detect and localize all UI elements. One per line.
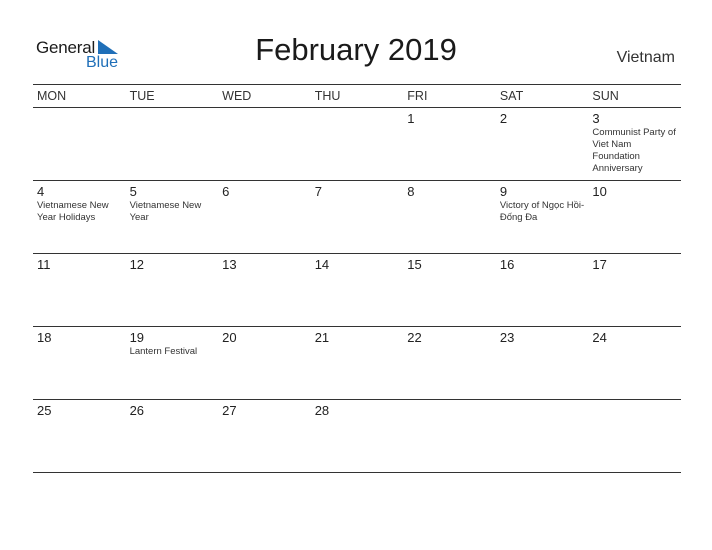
day-number: 7 — [314, 184, 322, 199]
day-cell-7 — [311, 181, 404, 253]
holiday-label: Vietnamese New Year — [129, 200, 202, 223]
day-number: 6 — [222, 184, 230, 199]
weekday-wed: WED — [222, 89, 252, 103]
day-cell-10 — [588, 181, 681, 253]
day-cell-9 — [496, 181, 589, 253]
day-number: 15 — [407, 257, 422, 272]
holiday-label: Vietnamese New Year Holidays — [37, 200, 109, 223]
day-number: 22 — [407, 330, 422, 345]
day-cell-2 — [496, 108, 589, 180]
day-number: 5 — [129, 184, 137, 199]
day-number: 12 — [129, 257, 145, 272]
day-cell-27 — [218, 400, 311, 472]
day-number: 21 — [314, 330, 330, 345]
week-row — [33, 400, 681, 473]
day-number: 8 — [407, 184, 415, 199]
day-cell-5 — [126, 181, 219, 253]
day-number: 26 — [129, 403, 145, 418]
country-label: Vietnam — [616, 49, 675, 66]
day-cell-14 — [311, 254, 404, 326]
week-row — [33, 327, 681, 400]
weekday-sun: SUN — [592, 89, 619, 103]
day-number: 24 — [592, 330, 607, 345]
day-number: 20 — [222, 330, 237, 345]
day-cell-17 — [588, 254, 681, 326]
day-number: 3 — [592, 111, 600, 126]
day-cell-15 — [403, 254, 496, 326]
day-number: 28 — [314, 403, 330, 418]
empty-day-cell — [403, 400, 496, 472]
day-number: 18 — [37, 330, 52, 345]
day-cell-20 — [218, 327, 311, 399]
day-number: 10 — [592, 184, 607, 199]
empty-day-cell — [218, 108, 311, 180]
day-cell-1 — [403, 108, 496, 180]
day-cell-25 — [33, 400, 126, 472]
day-cell-8 — [403, 181, 496, 253]
day-cell-4 — [33, 181, 126, 253]
weekday-fri: FRI — [407, 89, 428, 103]
day-cell-6 — [218, 181, 311, 253]
day-cell-24 — [588, 327, 681, 399]
empty-day-cell — [126, 108, 219, 180]
day-cell-3 — [588, 108, 681, 180]
day-cell-11 — [33, 254, 126, 326]
day-cell-23 — [496, 327, 589, 399]
day-number: 1 — [407, 111, 415, 126]
week-row — [33, 181, 681, 254]
day-number: 14 — [314, 257, 330, 272]
day-cell-13 — [218, 254, 311, 326]
holiday-label: Victory of Ngọc Hồi-Đống Đa — [499, 200, 585, 223]
day-cell-28 — [311, 400, 404, 472]
logo-blue-text: Blue — [86, 54, 119, 71]
week-row — [33, 108, 681, 181]
empty-day-cell — [33, 108, 126, 180]
weekday-header — [33, 84, 681, 108]
day-number: 4 — [37, 184, 45, 199]
holiday-label: Communist Party of Viet Nam Foundation Anniversary — [592, 127, 676, 174]
calendar-weeks — [33, 108, 681, 473]
weekday-mon: MON — [37, 89, 67, 103]
logo-general-text: General — [36, 38, 96, 57]
weekday-tue: TUE — [129, 89, 155, 103]
day-number: 25 — [37, 403, 52, 418]
holiday-label: Lantern Festival — [129, 346, 198, 357]
empty-day-cell — [311, 108, 404, 180]
weekday-sat: SAT — [499, 89, 524, 103]
empty-day-cell — [588, 400, 681, 472]
day-cell-19 — [126, 327, 219, 399]
day-number: 16 — [499, 257, 515, 272]
page-title: February 2019 — [255, 32, 457, 67]
day-number: 19 — [129, 330, 145, 345]
day-number: 9 — [499, 184, 508, 199]
day-number: 13 — [222, 257, 237, 272]
day-cell-12 — [126, 254, 219, 326]
day-cell-18 — [33, 327, 126, 399]
day-cell-26 — [126, 400, 219, 472]
day-cell-21 — [311, 327, 404, 399]
day-number: 27 — [222, 403, 237, 418]
day-number: 17 — [592, 257, 607, 272]
day-cell-22 — [403, 327, 496, 399]
empty-day-cell — [496, 400, 589, 472]
day-cell-16 — [496, 254, 589, 326]
day-number: 2 — [499, 111, 508, 126]
calendar-grid — [33, 84, 681, 473]
week-row — [33, 254, 681, 327]
day-number: 11 — [37, 257, 51, 272]
weekday-thu: THU — [314, 89, 341, 103]
day-number: 23 — [499, 330, 515, 345]
